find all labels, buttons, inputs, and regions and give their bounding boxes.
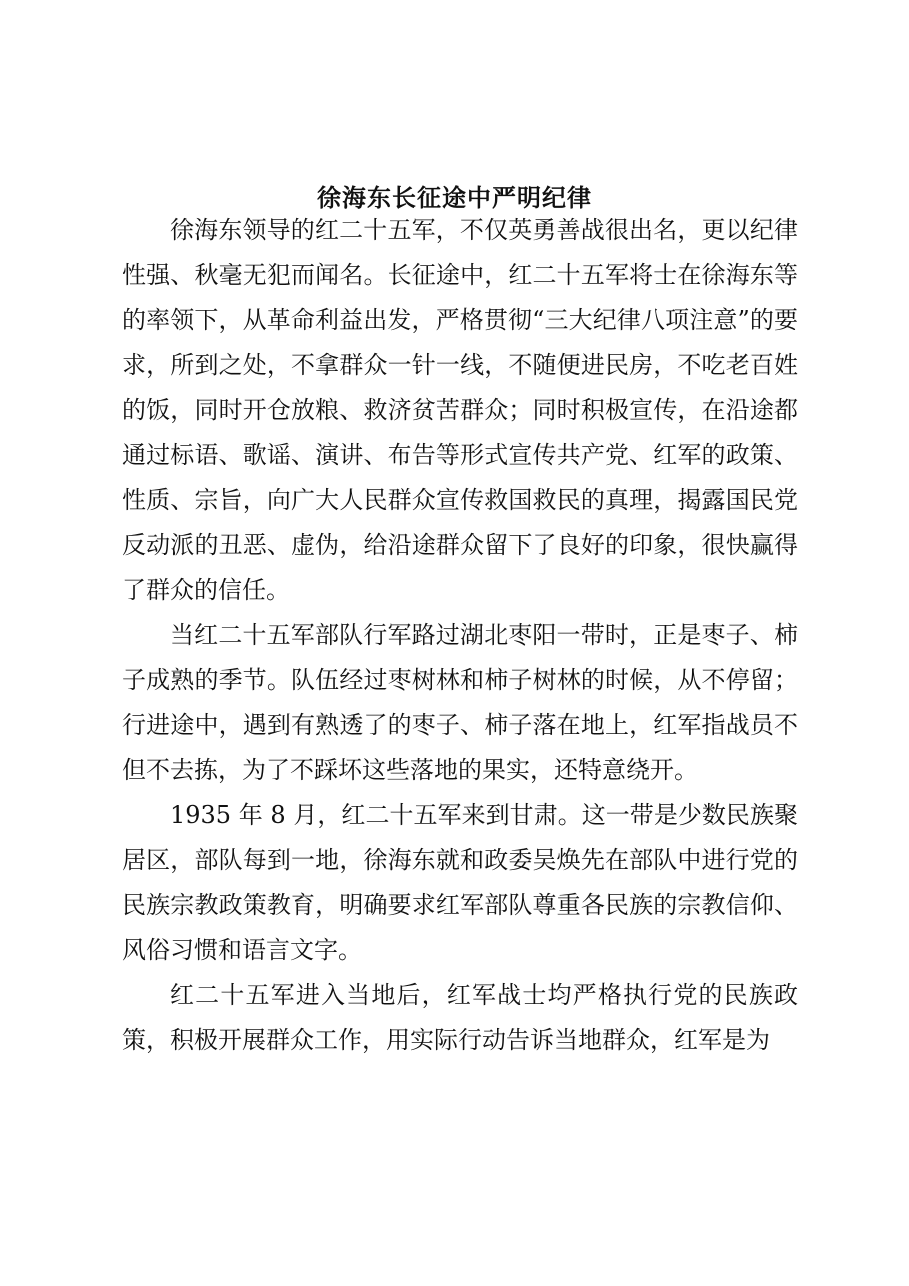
paragraph-4: 红二十五军进入当地后，红军战士均严格执行党的民族政策，积极开展群众工作，用实际行动告诉当地群众，红军是为: [122, 981, 798, 1054]
paragraph-3: 1935 年 8 月，红二十五军来到甘肃。这一带是少数民族聚居区，部队每到一地，徐海东就和政委吴焕先在部队中进行党的民族宗教政策教育，明确要求红军部队尊重各民族的宗教信仰、风俗习惯和语言文字。: [122, 801, 798, 964]
document-body: [122, 208, 798, 1063]
paragraph-2: 当红二十五军部队行军路过湖北枣阳一带时，正是枣子、柿子成熟的季节。队伍经过枣树林和柿子树林的时候，从不停留；行进途中，遇到有熟透了的枣子、柿子落在地上，红军指战员不但不去拣，为了不踩坏这些落地的果实，还特意绕开。: [122, 621, 798, 784]
paragraph-1: 徐海东领导的红二十五军，不仅英勇善战很出名，更以纪律性强、秋毫无犯而闻名。长征途中，红二十五军将士在徐海东等的率领下，从革命利益出发，严格贯彻“三大纪律八项注意”的要求，所到之处，不拿群众一针一线，不随便进民房，不吃老百姓的饭，同时开仓放粮、救济贫苦群众；同时积极宣传，在沿途都通过标语、歌谣、演讲、布告等形式宣传共产党、红军的政策、性质、宗旨，向广大人民群众宣传救国救民的真理，揭露国民党反动派的丑恶、虚伪，给沿途群众留下了良好的印象，很快赢得了群众的信任。: [122, 216, 798, 604]
document-title: 徐海东长征途中严明纪律: [317, 183, 592, 213]
